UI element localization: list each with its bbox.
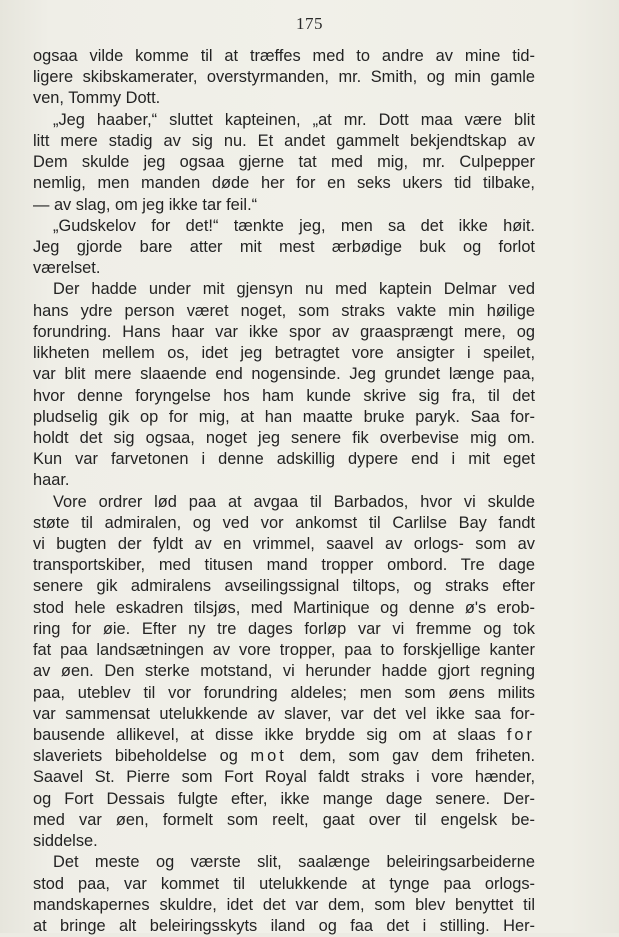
text-line: haar. — [33, 471, 70, 490]
text-line: senere gik admiralens avseilingssignal tiltops, og straks efter — [33, 577, 535, 596]
text-line: stod paa, var kommet til utelukkende at tynge paa orlogs- — [33, 874, 535, 893]
text-line: stod hele eskadren tilsjøs, med Martinique og denne ø's erob- — [33, 598, 535, 617]
text-line: paa, uteblev til vor forundring aldeles; men som øens milits — [33, 683, 535, 702]
text-line: hvor denne foryngelse hos ham kunde skrive sig fra, til det — [33, 386, 535, 405]
text-line: støte til admiralen, og ved vor ankomst til Carlilse Bay fandt — [33, 513, 535, 532]
text-line: av øen. Den sterke motstand, vi herunder hadde gjort regning — [33, 662, 535, 681]
text-line: mandskapernes skuldre, idet det var dem, som blev benyttet til — [33, 895, 535, 914]
body-text — [33, 46, 535, 937]
text-line: værelset. — [33, 259, 101, 278]
text-line: hans ydre person været noget, som straks vakte min høiligе — [33, 301, 535, 320]
text-line: Saavel St. Pierre som Fort Royal faldt straks i vore hænder, — [33, 768, 535, 787]
text-line: var blit mere slaaende end nogensinde. Jeg grundet længe paa, — [33, 365, 535, 384]
text-line: pludselig gik op for mig, at han maatte bruke paryk. Saa for- — [33, 407, 535, 426]
text-line: forundring. Hans haar var ikke spor av graasprængt mere, og — [33, 322, 535, 341]
emphasized-word: mot — [250, 747, 287, 766]
text-line: likheten mellem os, idet jeg betragtet vore ansigter i speilet, — [33, 344, 535, 363]
text-line: „Gudskelov for det!“ tænkte jeg, men sa det ikke høit. — [53, 216, 535, 235]
text-line: ring for øie. Efter ny tre dages forløp var vi fremme og tok — [33, 619, 535, 638]
text-line: holdt det sig ogsaa, noget jeg senere fik overbevise mig om. — [33, 428, 535, 447]
text-line: slaveriets bibeholdelse og mot dem, som gav dem friheten. — [33, 747, 535, 766]
text-line: Kun var farvetonen i denne adskillig dypere end i mit eget — [33, 450, 535, 469]
text-line: med var øen, formelt som reelt, gaat over til engelsk be- — [33, 810, 535, 829]
text-line: Det meste og værste slit, saalænge beleiringsarbeiderne — [53, 853, 535, 872]
text-line: — av slag, om jeg ikke tar feil.“ — [33, 195, 258, 214]
text-line: Der hadde under mit gjensyn nu med kaptein Delmar ved — [53, 280, 535, 299]
text-line: ligere skibskamerater, overstyrmanden, mr. Smith, og min gamle — [33, 68, 535, 87]
text-line: „Jeg haaber,“ sluttet kapteinen, „at mr. Dott maa være blit — [53, 110, 535, 129]
text-line: bausende allikevel, at disse ikke brydde sig om at slaas for — [33, 726, 535, 744]
text-line: ogsaa vilde komme til at træffes med to andre av mine tid- — [33, 47, 535, 65]
page-number: 175 — [296, 14, 323, 33]
text-line: ven, Tommy Dott. — [33, 89, 161, 108]
text-line: var sammensat utelukkende av slaver, var det vel ikke saa for- — [33, 704, 535, 723]
text-line: at bringe alt beleiringsskyts iland og faa det i stilling. Her- — [33, 916, 535, 935]
text-line: Vore ordrer lød paa at avgaa til Barbados, hvor vi skulde — [53, 492, 535, 511]
text-line: fat paa landsætningen av vore tropper, paa to forskjellige kanter — [33, 641, 535, 660]
text-line: og Fort Dessais fulgte efter, ikke mange dage senere. Der- — [33, 789, 535, 808]
emphasized-word: for — [506, 726, 535, 744]
text-line: siddelse. — [33, 832, 98, 851]
text-line: Dem skulde jeg ogsaa gjerne tat med mig, mr. Culpepper — [33, 153, 535, 172]
text-line: vi bugten der fyldt av en vrimmel, saavel av orlogs- som av — [33, 535, 535, 554]
text-line: Jeg gjorde bare atter mit mest ærbødige buk og forlot — [33, 237, 535, 256]
text-line: transportskiber, med titusen mand tropper ombord. Tre dage — [33, 556, 535, 575]
text-line: nemlig, men manden døde her for en seks ukers tid tilbake, — [33, 174, 535, 193]
text-line: litt mere stadig av sig nu. Et andet gammelt bekjendtskap av — [33, 131, 535, 150]
